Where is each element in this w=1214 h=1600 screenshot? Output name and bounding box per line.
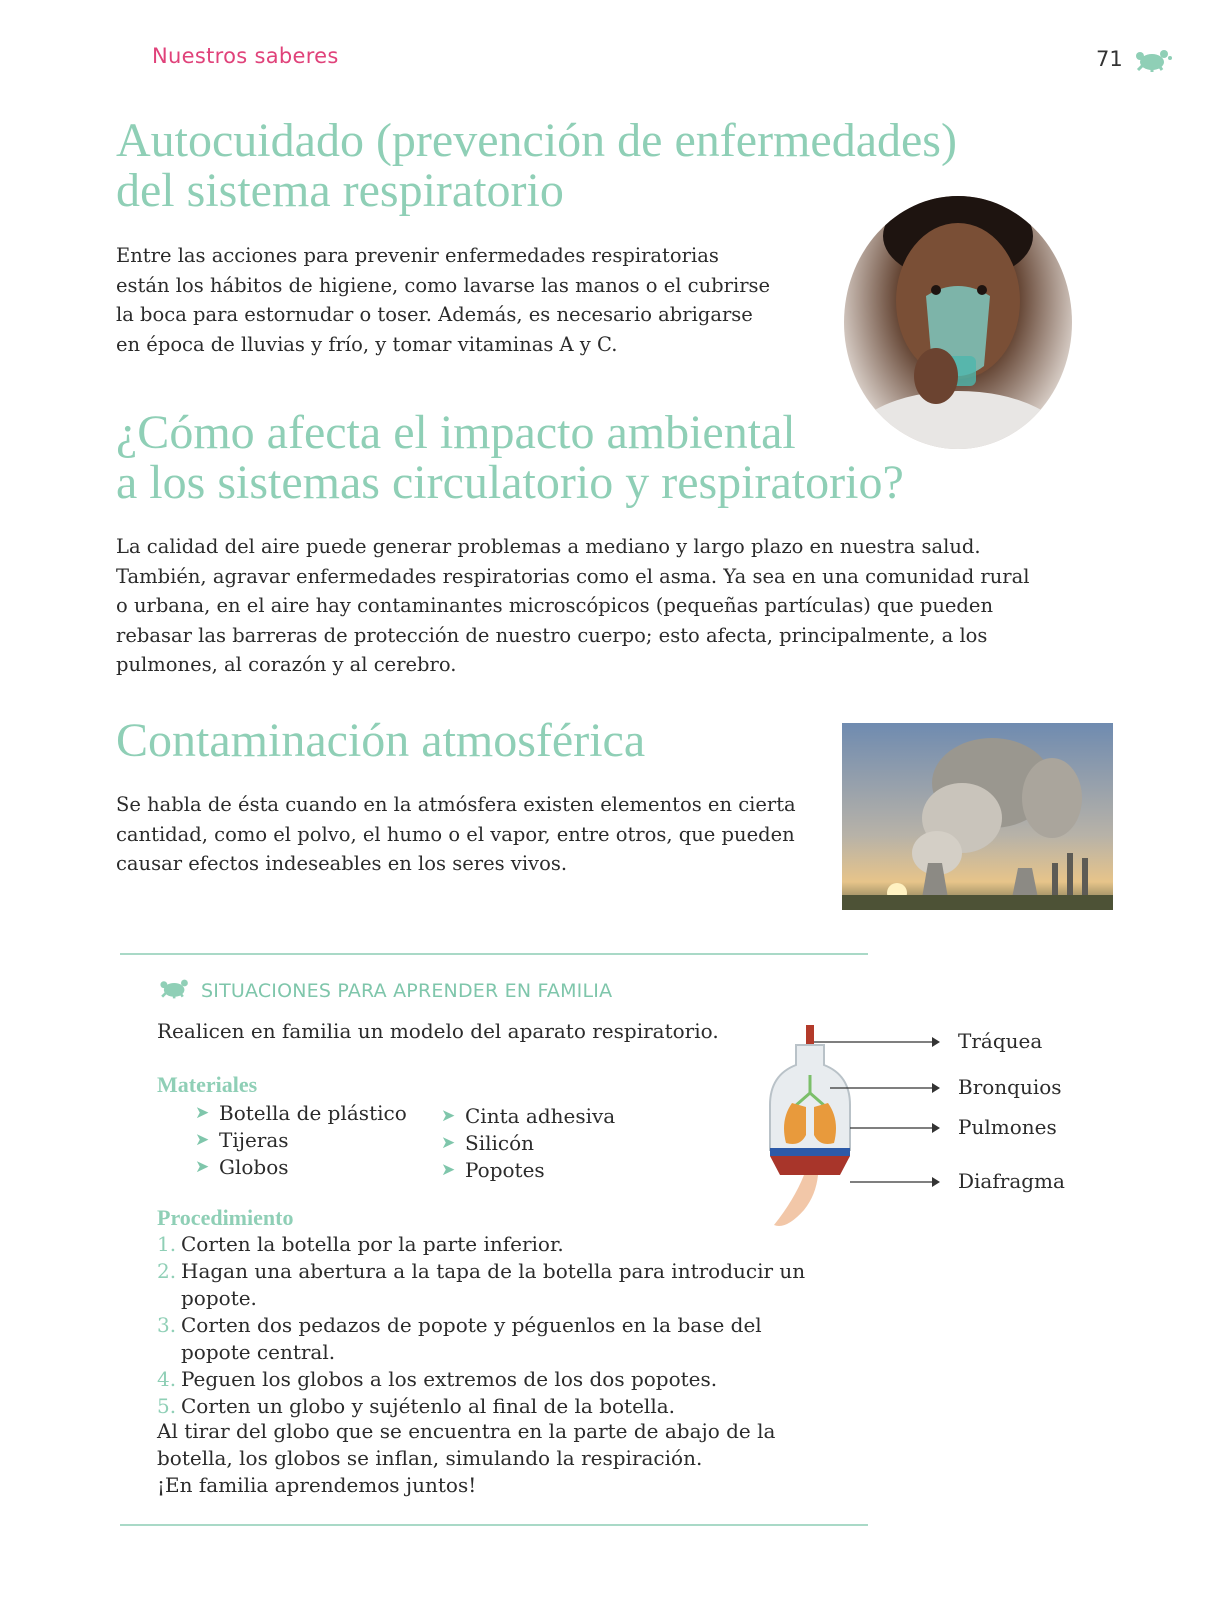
text-line: Entre las acciones para prevenir enfermedades respiratorias xyxy=(116,244,719,267)
heading-line: del sistema respiratorio xyxy=(116,164,564,217)
text-line: o urbana, en el aire hay contaminantes microscópicos (pequeñas partículas) que pueden xyxy=(116,594,994,617)
materials-list-1 xyxy=(195,1100,407,1181)
step-number: 1. xyxy=(157,1232,177,1256)
paragraph-impacto xyxy=(116,532,1116,680)
text-line: Al tirar del globo que se encuentra en la parte de abajo de la xyxy=(157,1419,776,1443)
bullet-arrow-icon: ➤ xyxy=(195,1103,210,1123)
diagram-leader-lines xyxy=(810,1030,950,1200)
paragraph-autocuidado xyxy=(116,241,836,359)
list-item xyxy=(195,1100,407,1127)
list-item xyxy=(157,1366,877,1393)
heading-impacto xyxy=(116,408,1116,508)
label-bronquios: Bronquios xyxy=(958,1075,1062,1099)
label-pulmones: Pulmones xyxy=(958,1115,1057,1139)
family-intro: Realicen en familia un modelo del aparato respiratorio. xyxy=(157,1019,719,1043)
heading-line: a los sistemas circulatorio y respiratorio? xyxy=(116,456,904,509)
material-label: Botella de plástico xyxy=(219,1101,407,1125)
family-top-rule xyxy=(120,953,868,955)
label-traquea: Tráquea xyxy=(958,1029,1043,1053)
family-bottom-rule xyxy=(120,1524,868,1526)
step-text: Hagan una abertura a la tapa de la botella para introducir un popote. xyxy=(181,1259,806,1310)
text-line: causar efectos indeseables en los seres vivos. xyxy=(116,852,568,875)
text-line: ¡En familia aprendemos juntos! xyxy=(157,1473,477,1497)
text-line: en época de lluvias y frío, y tomar vitaminas A y C. xyxy=(116,332,618,356)
text-line: pulmones, al corazón y al cerebro. xyxy=(116,653,457,676)
list-item xyxy=(441,1130,615,1157)
text-line: rebasar las barreras de protección de nuestro cuerpo; esto afecta, principalmente, a los xyxy=(116,623,988,647)
list-item xyxy=(441,1103,615,1130)
text-line: botella, los globos se inflan, simulando la respiración. xyxy=(157,1446,703,1470)
list-item xyxy=(157,1312,877,1366)
step-number: 5. xyxy=(157,1394,177,1418)
mascot-icon xyxy=(1132,46,1174,76)
material-label: Globos xyxy=(219,1155,289,1179)
bullet-arrow-icon: ➤ xyxy=(441,1106,456,1126)
material-label: Cinta adhesiva xyxy=(465,1104,616,1128)
family-closing xyxy=(157,1418,775,1499)
materials-heading: Materiales xyxy=(157,1072,258,1097)
bullet-arrow-icon: ➤ xyxy=(195,1157,210,1177)
material-label: Popotes xyxy=(465,1158,545,1182)
material-label: Tijeras xyxy=(219,1128,289,1152)
material-label: Silicón xyxy=(465,1131,535,1155)
list-item xyxy=(195,1127,407,1154)
materials-list-2 xyxy=(441,1103,615,1184)
step-text: Corten un globo y sujétenlo al final de la botella. xyxy=(181,1394,676,1418)
label-diafragma: Diafragma xyxy=(958,1169,1065,1193)
text-line: la boca para estornudar o toser. Además, es necesario abrigarse xyxy=(116,303,753,326)
step-number: 3. xyxy=(157,1313,177,1337)
family-mascot-icon xyxy=(157,976,193,1002)
paragraph-contaminacion xyxy=(116,790,836,879)
list-item xyxy=(157,1393,877,1420)
step-text: Peguen los globos a los extremos de los dos popotes. xyxy=(181,1367,718,1391)
step-text: Corten la botella por la parte inferior. xyxy=(181,1232,564,1256)
page-number: 71 xyxy=(1096,47,1123,71)
text-line: También, agravar enfermedades respiratorias como el asma. Ya sea en una comunidad rural xyxy=(116,564,1030,588)
family-section-title: SITUACIONES PARA APRENDER EN FAMILIA xyxy=(201,980,613,1002)
section-impacto xyxy=(116,408,1116,508)
text-line: La calidad del aire puede generar problemas a mediano y largo plazo en nuestra salud. xyxy=(116,535,981,558)
bullet-arrow-icon: ➤ xyxy=(441,1160,456,1180)
step-text: Corten dos pedazos de popote y péguenlos en la base del popote central. xyxy=(181,1313,762,1364)
bullet-arrow-icon: ➤ xyxy=(441,1133,456,1153)
list-item xyxy=(195,1154,407,1181)
header-title: Nuestros saberes xyxy=(152,44,339,68)
heading-line: ¿Cómo afecta el impacto ambiental xyxy=(116,406,796,459)
step-number: 2. xyxy=(157,1259,177,1283)
bullet-arrow-icon: ➤ xyxy=(195,1130,210,1150)
list-item xyxy=(157,1258,877,1312)
procedure-heading: Procedimiento xyxy=(157,1205,294,1230)
heading-line: Autocuidado (prevención de enfermedades) xyxy=(116,114,957,167)
factory-smoke-photo xyxy=(842,723,1113,910)
list-item xyxy=(441,1157,615,1184)
text-line: cantidad, como el polvo, el humo o el vapor, entre otros, que pueden xyxy=(116,822,795,846)
procedure-list xyxy=(157,1231,877,1420)
step-number: 4. xyxy=(157,1367,177,1391)
text-line: están los hábitos de higiene, como lavarse las manos o el cubrirse xyxy=(116,273,771,297)
text-line: Se habla de ésta cuando en la atmósfera existen elementos en cierta xyxy=(116,793,796,816)
heading-contaminacion: Contaminación atmosférica xyxy=(116,714,646,767)
